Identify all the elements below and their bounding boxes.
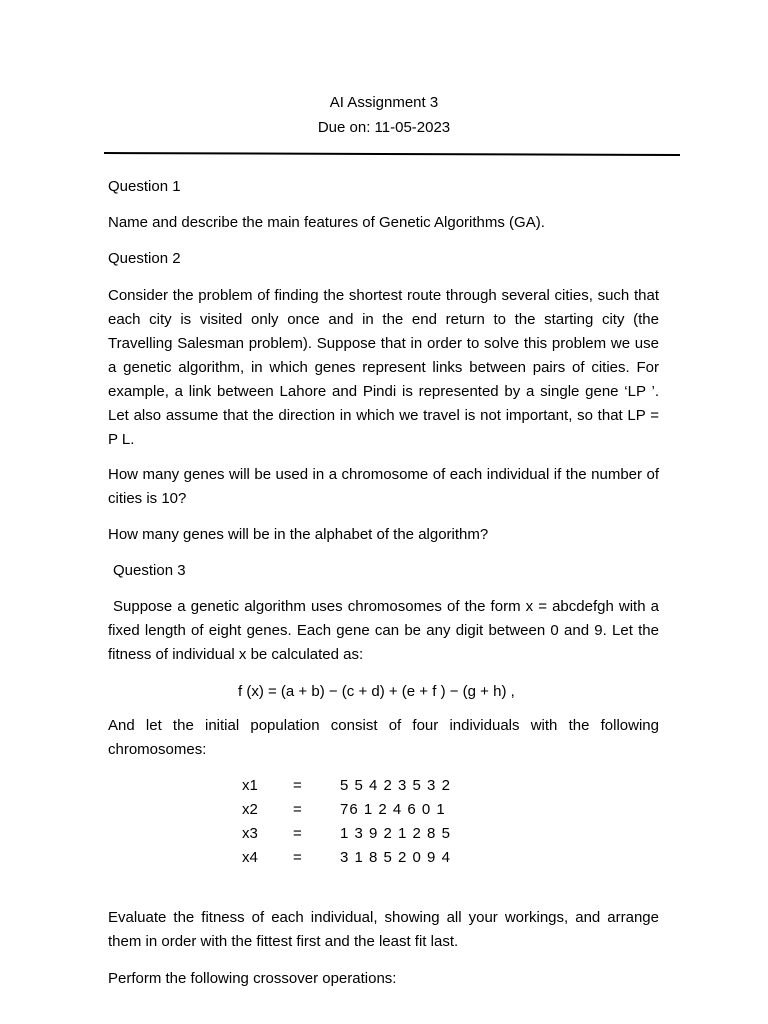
- chromosome-genes: 76 1 2 4 6 0 1: [340, 801, 446, 818]
- equals-sign: =: [293, 801, 302, 818]
- equals-sign: =: [293, 825, 302, 842]
- assignment-title: AI Assignment 3: [329, 94, 439, 111]
- question-3-heading: Question 3: [113, 562, 186, 579]
- chromosome-genes: 1 3 9 2 1 2 8 5: [340, 825, 451, 842]
- crossover-instruction: Perform the following crossover operations:: [108, 970, 397, 987]
- due-date: Due on: 11-05-2023: [317, 119, 451, 136]
- chromosome-name: x4: [242, 849, 258, 866]
- question-2-body: Consider the problem of finding the shortest route through several cities, such that each city is visited only once and in the end return to the starting city (the Travelling Salesman problem). Suppose that in order to solve this problem we use a genetic algorithm, in which genes represent links between pairs of cities. For example, a link between Lahore and Pindi is represented by a single gene ‘LP ’. Let also assume that the direction in which we travel is not important, so that LP = P L.: [108, 287, 659, 448]
- equals-sign: =: [293, 849, 302, 866]
- chromosome-name: x1: [242, 777, 258, 794]
- population-text: And let the initial population consist of four individuals with the following chromosomes:: [108, 717, 659, 758]
- question-2-ask-alphabet: How many genes will be in the alphabet of the algorithm?: [108, 526, 489, 543]
- chromosome-row: [0, 798, 768, 822]
- question-3-intro: Suppose a genetic algorithm uses chromosomes of the form x = abcdefgh with a fixed length of eight genes. Each gene can be any digit between 0 and 9. Let the fitness of individual x be calculated as:: [108, 598, 659, 663]
- chromosome-name: x2: [242, 801, 258, 818]
- fitness-formula: f (x) = (a + b) − (c + d) + (e + f ) − (g + h) ,: [238, 683, 515, 700]
- equals-sign: =: [293, 777, 302, 794]
- question-2-heading: Question 2: [108, 250, 181, 267]
- chromosome-row: [0, 846, 768, 870]
- chromosome-row: [0, 822, 768, 846]
- chromosome-genes: 3 1 8 5 2 0 9 4: [340, 849, 451, 866]
- question-2-ask-genes: How many genes will be used in a chromosome of each individual if the number of cities is 10?: [108, 466, 659, 507]
- question-1-text: Name and describe the main features of Genetic Algorithms (GA).: [108, 214, 545, 231]
- header-divider: [104, 152, 680, 156]
- chromosome-row: [0, 774, 768, 798]
- chromosome-name: x3: [242, 825, 258, 842]
- question-1-heading: Question 1: [108, 178, 181, 195]
- evaluate-instruction: Evaluate the fitness of each individual, showing all your workings, and arrange them in order with the fittest first and the least fit last.: [108, 909, 659, 950]
- chromosome-genes: 5 5 4 2 3 5 3 2: [340, 777, 451, 794]
